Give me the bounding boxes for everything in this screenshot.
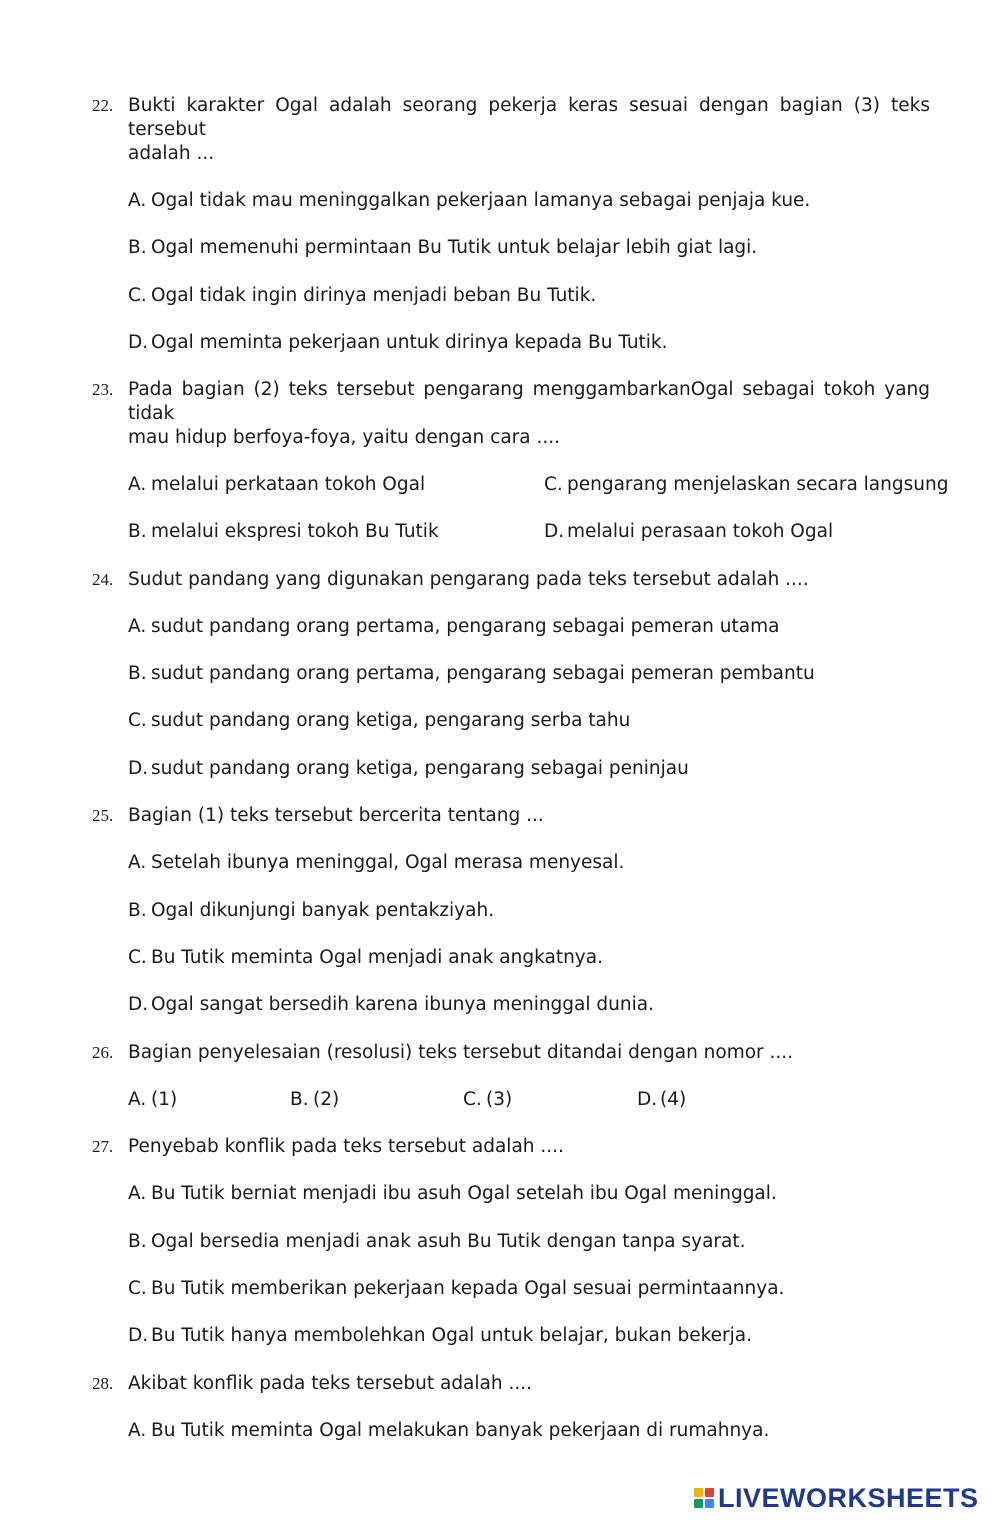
answer-option[interactable]: B. (2): [290, 1089, 340, 1110]
question-stem-line: Bagian penyelesaian (resolusi) teks tersebut ditandai dengan nomor ....: [128, 1042, 794, 1063]
question-number: 26.: [92, 1043, 114, 1062]
answer-option[interactable]: C. pengarang menjelaskan secara langsung: [544, 474, 949, 495]
answer-option[interactable]: A. Setelah ibunya meninggal, Ogal merasa menyesal.: [128, 852, 625, 873]
answer-option[interactable]: B. sudut pandang orang pertama, pengarang sebagai pemeran pembantu: [128, 663, 815, 684]
answer-option[interactable]: C. sudut pandang orang ketiga, pengarang serba tahu: [128, 710, 631, 731]
question-number: 23.: [92, 380, 114, 399]
answer-option[interactable]: D. Ogal sangat bersedih karena ibunya meninggal dunia.: [128, 994, 654, 1015]
answer-option[interactable]: A. sudut pandang orang pertama, pengarang sebagai pemeran utama: [128, 616, 780, 637]
answer-option[interactable]: D. Ogal meminta pekerjaan untuk dirinya kepada Bu Tutik.: [128, 332, 668, 353]
logo-tile: [694, 1488, 703, 1497]
answer-option[interactable]: A. Bu Tutik berniat menjadi ibu asuh Ogal setelah ibu Ogal meninggal.: [128, 1183, 777, 1204]
answer-option[interactable]: D. Bu Tutik hanya membolehkan Ogal untuk belajar, bukan bekerja.: [128, 1325, 752, 1346]
question-stem-line: Sudut pandang yang digunakan pengarang pada teks tersebut adalah ....: [128, 569, 809, 590]
answer-option[interactable]: A. Bu Tutik meminta Ogal melakukan banyak pekerjaan di rumahnya.: [128, 1420, 770, 1441]
question-stem-line: Bagian (1) teks tersebut bercerita tentang ...: [128, 805, 544, 826]
answer-option[interactable]: D. (4): [637, 1089, 687, 1110]
question-stem-line: Penyebab konflik pada teks tersebut adalah ....: [128, 1136, 564, 1157]
logo-mark-icon: [694, 1488, 714, 1508]
answer-option[interactable]: B. Ogal bersedia menjadi anak asuh Bu Tutik dengan tanpa syarat.: [128, 1231, 746, 1252]
answer-option[interactable]: A. (1): [128, 1089, 178, 1110]
answer-option[interactable]: C. Bu Tutik meminta Ogal menjadi anak angkatnya.: [128, 947, 603, 968]
answer-option[interactable]: B. Ogal dikunjungi banyak pentakziyah.: [128, 900, 495, 921]
question-stem-line: Pada bagian (2) teks tersebut pengarang menggambarkanOgal sebagai tokoh yang tidak: [128, 379, 930, 424]
logo-text: LIVEWORKSHEETS: [718, 1483, 979, 1513]
logo-tile: [705, 1499, 714, 1508]
answer-option[interactable]: C. Bu Tutik memberikan pekerjaan kepada Ogal sesuai permintaannya.: [128, 1278, 785, 1299]
question-number: 27.: [92, 1137, 114, 1156]
logo-tile: [694, 1499, 703, 1508]
answer-option[interactable]: D. sudut pandang orang ketiga, pengarang sebagai peninjau: [128, 758, 689, 779]
question-stem-line: mau hidup berfoya-foya, yaitu dengan cara ....: [128, 427, 560, 448]
question-stem-line: Bukti karakter Ogal adalah seorang pekerja keras sesuai dengan bagian (3) teks tersebut: [128, 95, 930, 140]
answer-option[interactable]: B. melalui ekspresi tokoh Bu Tutik: [128, 521, 439, 542]
answer-option[interactable]: C. (3): [463, 1089, 513, 1110]
question-number: 22.: [92, 96, 114, 115]
answer-option[interactable]: B. Ogal memenuhi permintaan Bu Tutik untuk belajar lebih giat lagi.: [128, 237, 758, 258]
answer-option[interactable]: A. Ogal tidak mau meninggalkan pekerjaan lamanya sebagai penjaja kue.: [128, 190, 811, 211]
question-stem-line: adalah ...: [128, 143, 215, 164]
answer-option[interactable]: A. melalui perkataan tokoh Ogal: [128, 474, 426, 495]
answer-option[interactable]: D. melalui perasaan tokoh Ogal: [544, 521, 834, 542]
logo-tile: [705, 1488, 714, 1497]
question-stem-line: Akibat konflik pada teks tersebut adalah ....: [128, 1373, 533, 1394]
question-number: 24.: [92, 570, 114, 589]
liveworksheets-logo[interactable]: [694, 1483, 979, 1513]
question-number: 25.: [92, 806, 114, 825]
answer-option[interactable]: C. Ogal tidak ingin dirinya menjadi beban Bu Tutik.: [128, 285, 597, 306]
question-number: 28.: [92, 1374, 114, 1393]
